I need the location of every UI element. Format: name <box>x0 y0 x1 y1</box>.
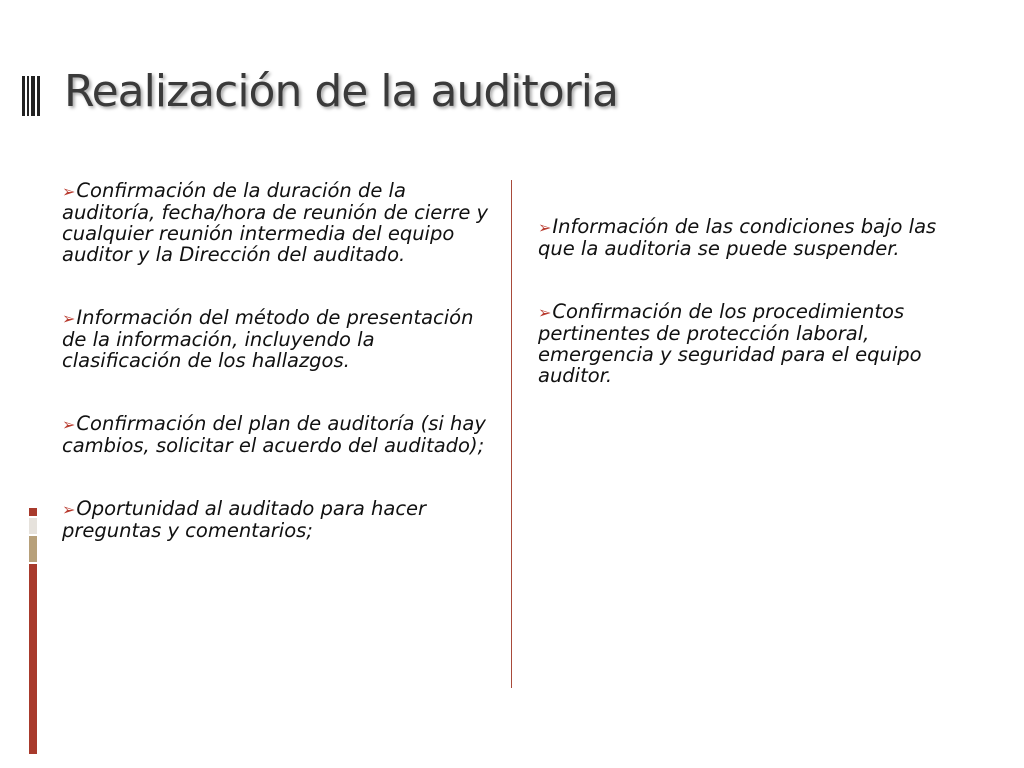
bullet-item: ➢Información de las condiciones bajo las que la auditoria se puede suspender. <box>538 215 937 260</box>
arrow-bullet-icon: ➢ <box>62 415 76 434</box>
right-column <box>538 216 958 386</box>
arrow-bullet-icon: ➢ <box>62 182 76 201</box>
side-strip-main <box>29 564 37 754</box>
side-strip-light <box>29 518 37 534</box>
title-bars-icon <box>22 76 40 116</box>
slide-title: Realización de la auditoria <box>64 66 618 117</box>
bullet-item: ➢Confirmación del plan de auditoría (si hay cambios, solicitar el acuerdo del auditado); <box>62 412 486 457</box>
arrow-bullet-icon: ➢ <box>62 500 76 519</box>
bullet-item: ➢Confirmación de la duración de la auditoría, fecha/hora de reunión de cierre y cualquier reunión intermedia del equipo auditor y la Dirección del auditado. <box>62 179 489 266</box>
arrow-bullet-icon: ➢ <box>538 303 552 322</box>
side-strip-top <box>29 508 37 516</box>
bullet-item: ➢Confirmación de los procedimientos pertinentes de protección laboral, emergencia y seguridad para el equipo auditor. <box>538 300 922 387</box>
bullet-item: ➢Oportunidad al auditado para hacer preguntas y comentarios; <box>62 497 427 542</box>
column-divider <box>511 180 512 688</box>
bullet-item: ➢Información del método de presentación de la información, incluyendo la clasificación de los hallazgos. <box>62 306 474 372</box>
arrow-bullet-icon: ➢ <box>62 309 76 328</box>
side-strip-tan <box>29 536 37 562</box>
left-column <box>62 180 492 541</box>
arrow-bullet-icon: ➢ <box>538 218 552 237</box>
